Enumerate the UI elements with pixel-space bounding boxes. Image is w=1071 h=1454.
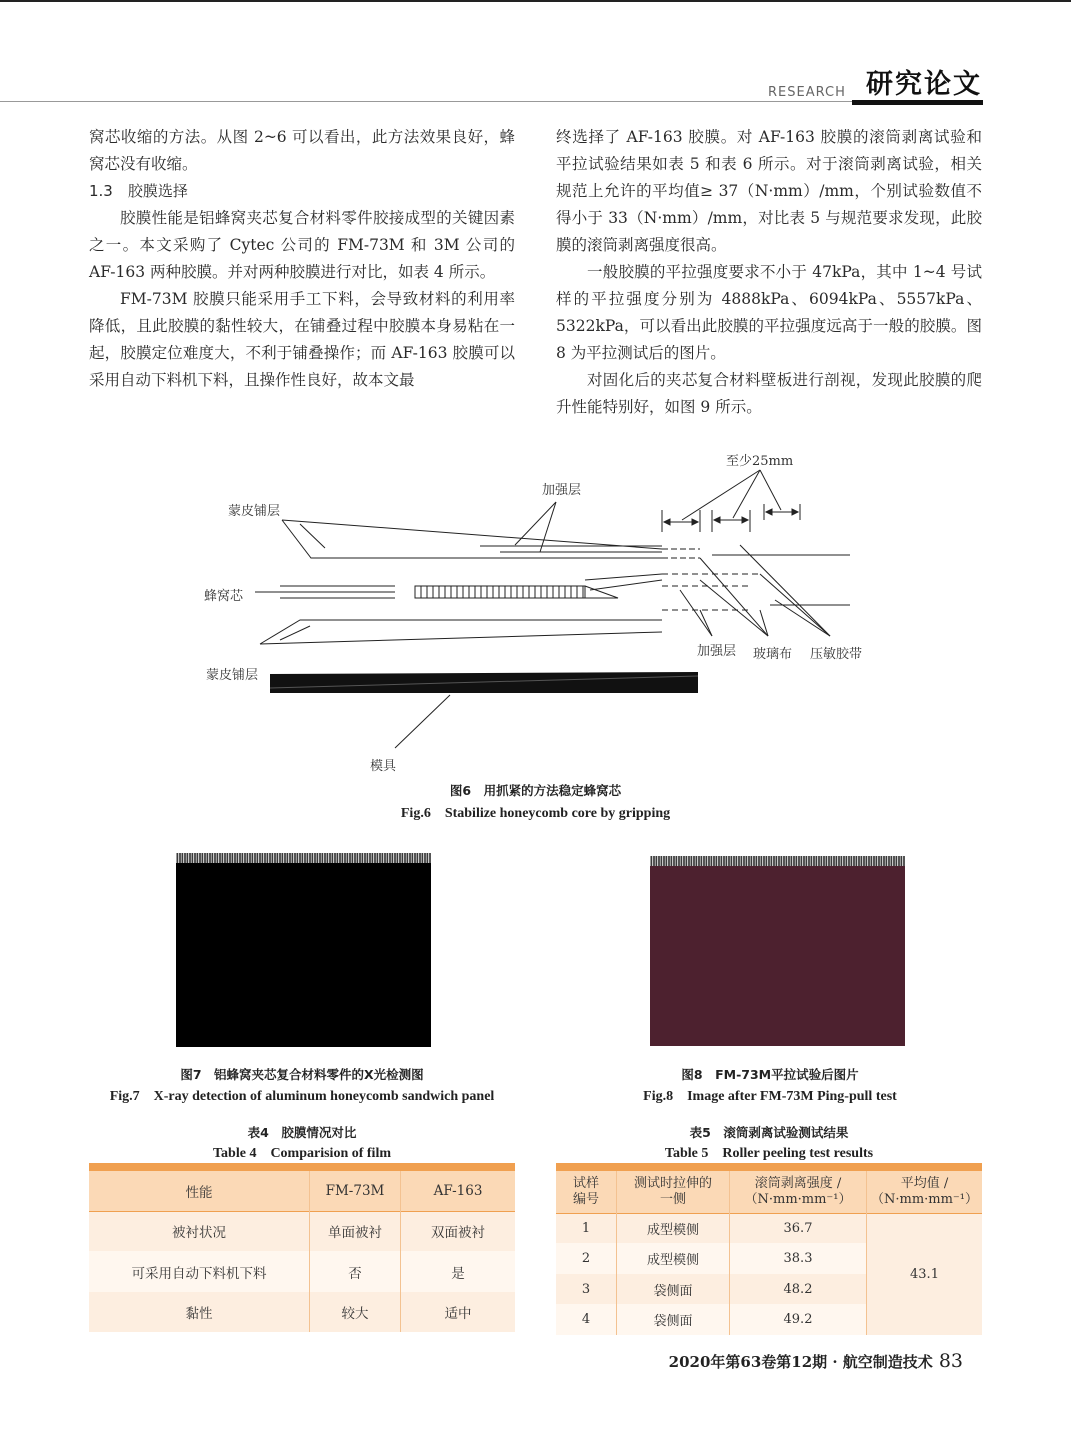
label-core: 蜂窝芯 xyxy=(204,589,244,604)
image-noise-strip xyxy=(176,853,431,863)
table-header-cell: FM-73M xyxy=(310,1171,401,1211)
table-cell: 双面被衬 xyxy=(431,1225,485,1242)
table-header-cell xyxy=(617,1171,730,1213)
table-header-cell: AF-163 xyxy=(433,1182,483,1199)
image-noise-strip xyxy=(650,856,905,866)
table-cell: 否 xyxy=(310,1251,401,1292)
table-cell: 38.3 xyxy=(730,1243,867,1274)
table-row xyxy=(89,1251,515,1292)
page-number: 83 xyxy=(938,1350,963,1372)
table4 xyxy=(89,1171,515,1332)
table-cell: 是 xyxy=(451,1265,465,1282)
table5 xyxy=(556,1171,982,1335)
header-rule xyxy=(0,101,852,102)
paragraph: FM-73M 胶膜只能采用手工下料，会导致材料的利用率降低，且此胶膜的黏性较大，在铺叠过程中胶膜本身易粘在一起，胶膜定位难度大，不利于铺叠操作；而 AF-163 胶膜可以采用自动下料机下料，且操作性良好，故本文最 xyxy=(89,290,515,389)
fig8-photo xyxy=(650,856,905,1046)
table-cell: 较大 xyxy=(310,1292,401,1332)
table-cell: 36.7 xyxy=(730,1213,867,1243)
table-cell: 单面被衬 xyxy=(310,1211,401,1251)
section-heading: 1.3 胶膜选择 xyxy=(89,182,188,200)
table-cell: 黏性 xyxy=(89,1292,310,1332)
header-line: 滚筒剥离强度 / xyxy=(754,1175,842,1191)
header-line: 一侧 xyxy=(659,1191,686,1207)
label-reinforce-top: 加强层 xyxy=(542,483,582,498)
table-cell: 适中 xyxy=(444,1306,472,1322)
paragraph: 对固化后的夹芯复合材料壁板进行剖视，发现此胶膜的爬升性能特别好，如图 9 所示。 xyxy=(556,371,982,416)
table-cell-average: 43.1 xyxy=(867,1213,983,1335)
fig7-caption-cn: 图7 铝蜂窝夹芯复合材料零件的X光检测图 xyxy=(180,1067,424,1082)
table5-caption-en: Table 5 Roller peeling test results xyxy=(664,1146,874,1161)
table4-caption-cn: 表4 胶膜情况对比 xyxy=(247,1125,357,1140)
table-header-cell xyxy=(730,1171,867,1213)
paragraph: 终选择了 AF-163 胶膜。对 AF-163 胶膜的滚筒剥离试验和平拉试验结果如表 5 和表 6 所示。对于滚筒剥离试验，相关规范上允许的平均值≥ 37（N·mm）/mm，个别试验数值不得小于 33（N·mm）/mm，对比表 5 与规范要求发现，此胶膜的滚筒剥离强度很高。 xyxy=(556,128,982,254)
table-cell: 成型模侧 xyxy=(617,1243,730,1274)
left-column xyxy=(89,124,515,394)
section-label-cn: 研究论文 xyxy=(866,69,982,100)
paragraph: 胶膜性能是铝蜂窝夹芯复合材料零件胶接成型的关键因素之一。本文采购了 Cytec 公司的 FM-73M 和 3M 公司的 AF-163 两种胶膜。并对两种胶膜进行对比，如表 4 所示。 xyxy=(89,209,515,281)
honeycomb-cells xyxy=(421,586,583,598)
header-line: 平均值 / xyxy=(900,1175,949,1191)
table-cell: 可采用自动下料机下料 xyxy=(89,1251,310,1292)
top-border xyxy=(0,0,1071,2)
table-header-cell xyxy=(556,1171,617,1213)
fig6-caption-en: Fig.6 Stabilize honeycomb core by gripping xyxy=(400,806,671,821)
header-bar xyxy=(852,100,983,105)
table-row xyxy=(556,1213,982,1243)
header-line: 测试时拉伸的 xyxy=(633,1175,712,1191)
fig7-xray-image xyxy=(176,853,431,1047)
table-cell: 被衬状况 xyxy=(89,1211,310,1251)
table-header-row xyxy=(89,1171,515,1211)
paragraph: 一般胶膜的平拉强度要求不小于 47kPa，其中 1~4 号试样的平拉强度分别为 4888kPa、6094kPa、5557kPa、5322kPa，可以看出此胶膜的平拉强度远高于一般的胶膜。图 8 为平拉测试后的图片。 xyxy=(556,263,982,362)
table-row xyxy=(89,1211,515,1251)
label-tape: 压敏胶带 xyxy=(810,647,863,662)
right-column xyxy=(556,124,982,421)
paragraph: 窝芯收缩的方法。从图 2~6 可以看出，此方法效果良好，蜂窝芯没有收缩。 xyxy=(89,128,515,173)
fig8-caption-en: Fig.8 Image after FM-73M Ping-pull test xyxy=(643,1089,897,1104)
fig6-caption-cn: 图6 用抓紧的方法稳定蜂窝芯 xyxy=(449,783,622,798)
table-cell: 成型模侧 xyxy=(617,1213,730,1243)
page-footer xyxy=(669,1350,963,1372)
table-cell: 袋侧面 xyxy=(617,1274,730,1304)
fig7-caption-en: Fig.7 X-ray detection of aluminum honeycomb sandwich panel xyxy=(109,1089,495,1104)
label-skin-bottom: 蒙皮铺层 xyxy=(206,668,259,683)
table-header-row xyxy=(556,1171,982,1213)
label-skin-top: 蒙皮铺层 xyxy=(228,504,281,519)
table-header-cell: 性能 xyxy=(89,1171,310,1211)
table4-caption-en: Table 4 Comparision of film xyxy=(213,1146,391,1161)
table-cell: 2 xyxy=(556,1243,617,1274)
label-mold: 模具 xyxy=(370,759,397,774)
table-cell: 3 xyxy=(556,1274,617,1304)
label-glass-cloth: 玻璃布 xyxy=(753,647,793,662)
header-line: 试样 xyxy=(572,1175,599,1191)
header-line: （N·mm·mm⁻¹） xyxy=(870,1191,979,1207)
table-header-cell xyxy=(867,1171,983,1213)
header-line: （N·mm·mm⁻¹） xyxy=(744,1191,852,1207)
fig8-caption-cn: 图8 FM-73M平拉试验后图片 xyxy=(681,1067,859,1082)
journal-name: 2020年第63卷第12期 · 航空制造技术 xyxy=(668,1353,933,1371)
table-cell: 4 xyxy=(556,1304,617,1335)
header-line: 编号 xyxy=(572,1191,599,1207)
table5-top-rule xyxy=(556,1163,982,1171)
table-cell: 48.2 xyxy=(730,1274,867,1304)
table4-top-rule xyxy=(89,1163,515,1171)
label-reinforce-bottom: 加强层 xyxy=(697,644,737,659)
table-cell: 袋侧面 xyxy=(617,1304,730,1335)
section-label-en: RESEARCH xyxy=(768,85,846,100)
label-at-least: 至少25mm xyxy=(726,454,794,469)
fig6-diagram xyxy=(0,440,1071,780)
table5-caption-cn: 表5 滚筒剥离试验测试结果 xyxy=(689,1125,849,1140)
table-cell: 1 xyxy=(556,1213,617,1243)
table-cell: 49.2 xyxy=(730,1304,867,1335)
table-row xyxy=(89,1292,515,1332)
